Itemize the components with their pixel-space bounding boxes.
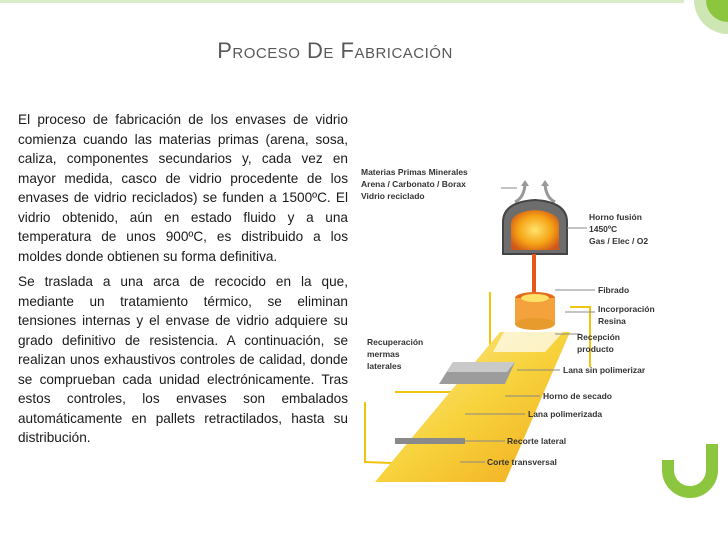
label-horno-temp: 1450ºC bbox=[589, 224, 618, 234]
label-materias-1: Materias Primas Minerales bbox=[361, 167, 468, 177]
paragraph-2: Se traslada a una arca de recocido en la que, mediante un tratamiento térmico, se eliminan tensiones internas y el envase de vidrio adquiere su grado definitivo de resistencia. A continuación, se realizan unos exhaustivos controles de calidad, donde se comprueban cada unidad electrónicamente. Tras estos controles, los envases son embalados automáticamente en pallets retractilados, hasta su distribución. bbox=[18, 274, 348, 445]
label-lana-sin-polimerizar: Lana sin polimerizar bbox=[563, 365, 646, 375]
label-recepcion: Recepción bbox=[577, 332, 620, 342]
paragraph-1: El proceso de fabricación de los envases de vidrio comienza cuando las materias primas (arena, sosa, caliza, componentes secundarios y, cada vez en mayor medida, casco de vidrio procedente de los envases de vidrio reciclados) se funden a 1500ºC. El vidrio obtenido, aún en estado fluido y a una temperatura de unos 900ºC, es distribuido a los moldes donde obtienen su forma definitiva. bbox=[18, 112, 348, 264]
label-horno-fusion: Horno fusión bbox=[589, 212, 642, 222]
label-laterales: laterales bbox=[367, 361, 402, 371]
label-materias-2: Arena / Carbonato / Borax bbox=[361, 179, 466, 189]
label-resina: Resina bbox=[598, 316, 626, 326]
label-horno-energia: Gas / Elec / O2 bbox=[589, 236, 649, 246]
label-materias-3: Vidrio reciclado bbox=[361, 191, 425, 201]
top-accent-line bbox=[0, 0, 728, 3]
label-corte-transversal: Corte transversal bbox=[487, 457, 557, 467]
label-producto: producto bbox=[577, 344, 614, 354]
fabrication-diagram bbox=[355, 162, 685, 482]
label-incorporacion: Incorporación bbox=[598, 304, 655, 314]
label-recuperacion: Recuperación bbox=[367, 337, 424, 347]
page-title: Proceso De Fabricación bbox=[217, 38, 453, 63]
label-lana-polimerizada: Lana polimerizada bbox=[528, 409, 603, 419]
body-text bbox=[18, 110, 348, 454]
label-recorte-lateral: Recorte lateral bbox=[507, 436, 567, 446]
label-horno-secado: Horno de secado bbox=[543, 391, 612, 401]
label-mermas: mermas bbox=[367, 349, 400, 359]
label-fibrado: Fibrado bbox=[598, 285, 630, 295]
corner-decoration-icon bbox=[684, 0, 728, 44]
corner-hook-icon bbox=[658, 440, 722, 504]
